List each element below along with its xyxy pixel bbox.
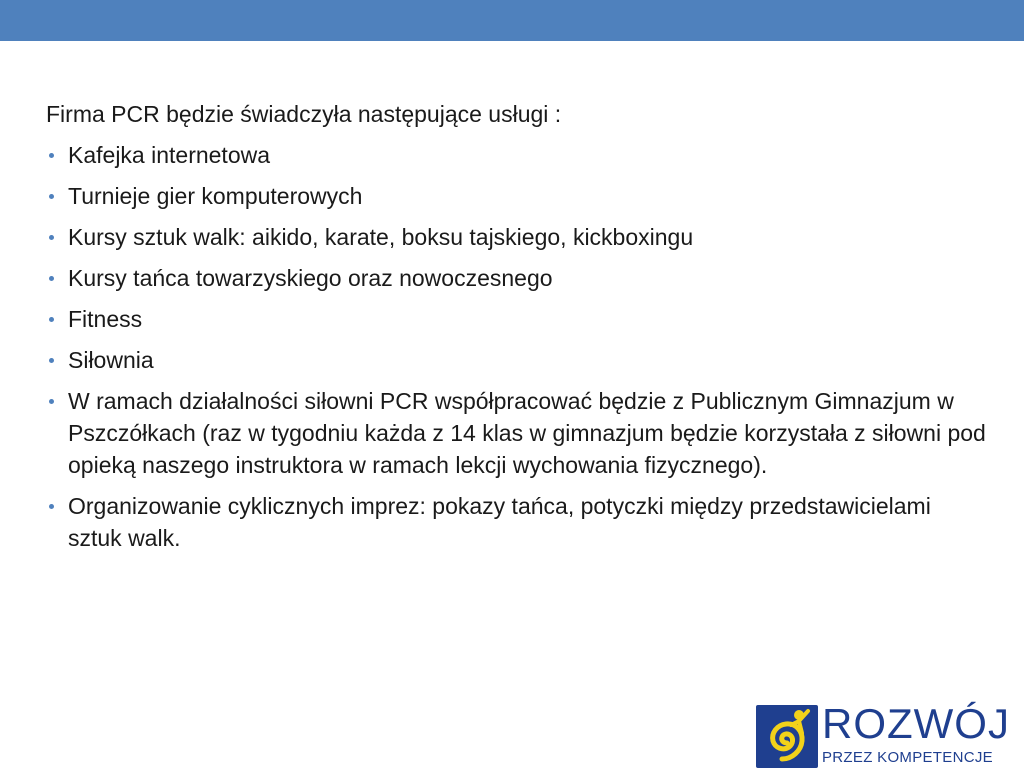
- list-item: [46, 262, 986, 294]
- rozwoj-logo: [756, 700, 1024, 768]
- list-item-text: Fitness: [68, 306, 143, 332]
- bullet-icon: [49, 276, 54, 281]
- list-item: [46, 221, 986, 253]
- list-item-text: Kafejka internetowa: [68, 142, 271, 168]
- slide-content: [46, 98, 986, 563]
- list-item-text: Siłownia: [68, 347, 154, 373]
- bullet-icon: [49, 235, 54, 240]
- bullet-icon: [49, 153, 54, 158]
- bullet-icon: [49, 399, 54, 404]
- list-item: [46, 344, 986, 376]
- list-item: [46, 180, 986, 212]
- bullet-icon: [49, 504, 54, 509]
- bullet-list: [46, 139, 986, 554]
- rozwoj-logo-icon: [756, 703, 818, 768]
- list-item-text: Kursy sztuk walk: aikido, karate, boksu tajskiego, kickboxingu: [68, 224, 694, 250]
- bullet-icon: [49, 358, 54, 363]
- list-item-text: Turnieje gier komputerowych: [68, 183, 363, 209]
- list-item: [46, 303, 986, 335]
- top-bar: [0, 0, 1024, 41]
- list-item-text: W ramach działalności siłowni PCR współpracować będzie z Publicznym Gimnazjum w Pszczółkach (raz w tygodniu każda z 14 klas w gimnazjum będzie korzystała z siłowni pod opieką naszego instruktora w ramach lekcji wychowania fizycznego).: [68, 388, 986, 478]
- bullet-icon: [49, 317, 54, 322]
- logo-subtitle: PRZEZ KOMPETENCJE: [822, 749, 993, 766]
- list-item: [46, 139, 986, 171]
- list-item: [46, 385, 986, 481]
- logo-word: ROZWÓJ: [822, 700, 1010, 747]
- list-item: [46, 490, 986, 554]
- list-item-text: Organizowanie cyklicznych imprez: pokazy tańca, potyczki między przedstawicielami sztuk walk.: [68, 493, 931, 551]
- list-item-text: Kursy tańca towarzyskiego oraz nowoczesnego: [68, 265, 553, 291]
- bullet-icon: [49, 194, 54, 199]
- intro-text: Firma PCR będzie świadczyła następujące usługi :: [46, 101, 562, 127]
